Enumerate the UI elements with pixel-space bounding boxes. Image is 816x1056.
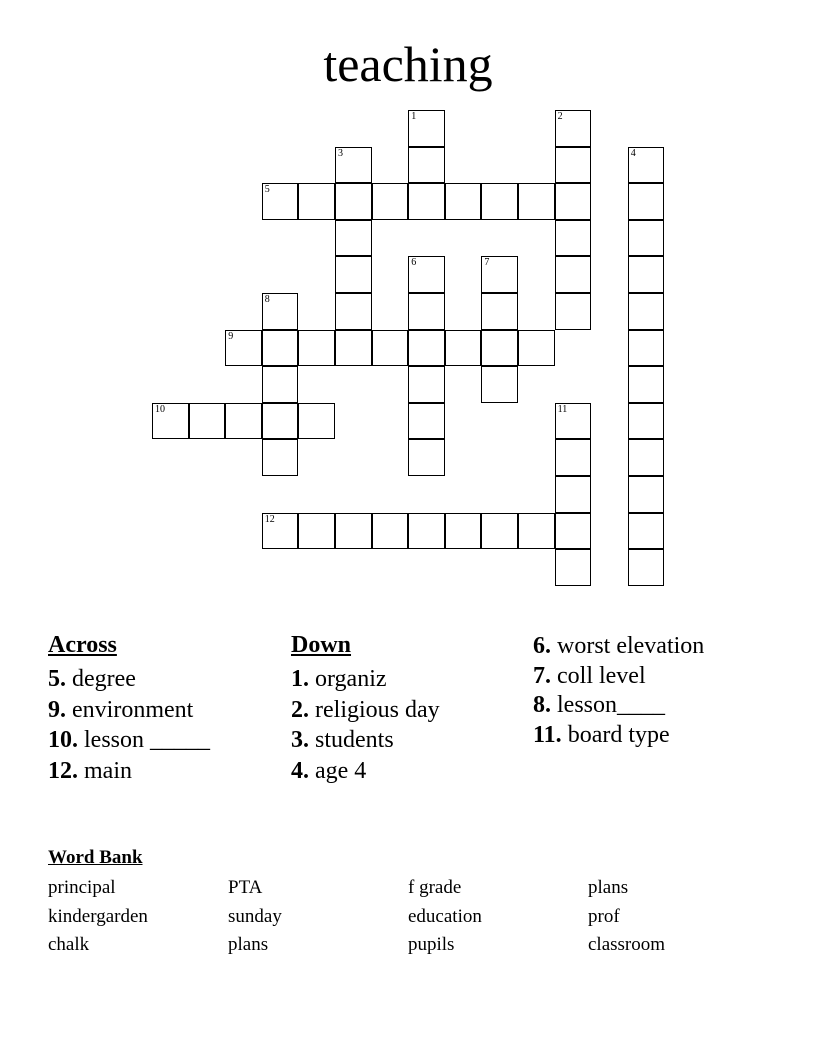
across-heading: Across bbox=[48, 632, 117, 658]
grid-cell[interactable] bbox=[408, 293, 445, 330]
clue bbox=[533, 662, 708, 692]
grid-cell[interactable] bbox=[408, 439, 445, 476]
grid-cell[interactable] bbox=[262, 403, 299, 440]
grid-cell[interactable] bbox=[555, 549, 592, 586]
clue-num: 6. bbox=[533, 633, 551, 659]
grid-cell[interactable] bbox=[372, 513, 409, 550]
grid-cell[interactable] bbox=[628, 147, 665, 184]
grid-cell[interactable] bbox=[152, 403, 189, 440]
grid-cell[interactable] bbox=[298, 183, 335, 220]
clue bbox=[48, 664, 278, 695]
clue-number: 5 bbox=[264, 184, 270, 196]
clue-num: 11. bbox=[533, 721, 562, 748]
page-title: teaching bbox=[323, 36, 493, 92]
word-bank-word: f grade bbox=[408, 877, 462, 898]
clue bbox=[48, 725, 278, 756]
clue bbox=[533, 721, 708, 751]
clue-text: worst elevation bbox=[557, 633, 705, 659]
grid-cell[interactable] bbox=[372, 330, 409, 367]
grid-cell[interactable] bbox=[262, 366, 299, 403]
grid-cell[interactable] bbox=[298, 330, 335, 367]
grid-cell[interactable] bbox=[628, 366, 665, 403]
grid-cell[interactable] bbox=[298, 403, 335, 440]
clue bbox=[291, 756, 521, 787]
grid-cell[interactable] bbox=[335, 330, 372, 367]
clue-num: 8. bbox=[533, 692, 551, 718]
grid-cell[interactable] bbox=[408, 513, 445, 550]
word-bank-word: plans bbox=[228, 934, 269, 955]
clue-number: 1 bbox=[411, 111, 417, 122]
clue-num: 12. bbox=[48, 757, 78, 784]
grid-cell[interactable] bbox=[335, 183, 372, 220]
clue bbox=[533, 632, 708, 662]
word-bank-word: sunday bbox=[228, 905, 282, 927]
word-bank-word: principal bbox=[48, 877, 116, 898]
grid-cell[interactable] bbox=[189, 403, 226, 440]
clue-number: 10 bbox=[155, 403, 165, 415]
grid-cell[interactable] bbox=[335, 220, 372, 257]
grid-cell[interactable] bbox=[225, 403, 262, 440]
word-bank-word: prof bbox=[588, 905, 620, 927]
word-bank-word: PTA bbox=[228, 877, 263, 898]
word-bank-word: classroom bbox=[588, 934, 666, 955]
down-clues-continued bbox=[533, 632, 708, 750]
grid-cell[interactable] bbox=[408, 330, 445, 367]
grid-cell[interactable] bbox=[262, 330, 299, 367]
clue-number: 9 bbox=[228, 330, 234, 342]
grid-cell[interactable] bbox=[408, 366, 445, 403]
down-clues bbox=[291, 630, 521, 786]
clue-num: 4. bbox=[291, 757, 309, 784]
grid-cell[interactable] bbox=[481, 293, 518, 330]
word-bank-word: plans bbox=[588, 877, 629, 898]
clue-list bbox=[48, 664, 278, 786]
clue-text: organiz bbox=[315, 666, 387, 692]
clue-text: coll level bbox=[557, 662, 646, 689]
clue-text: lesson _____ bbox=[84, 727, 210, 753]
grid-cell[interactable] bbox=[555, 220, 592, 257]
grid-cell[interactable] bbox=[481, 183, 518, 220]
grid-cell[interactable] bbox=[628, 513, 665, 550]
grid-cell[interactable] bbox=[408, 403, 445, 440]
grid-cell[interactable] bbox=[262, 439, 299, 476]
clue-text: environment bbox=[72, 696, 194, 723]
clue-list bbox=[291, 664, 521, 786]
grid-cell[interactable] bbox=[481, 366, 518, 403]
clue-text: age 4 bbox=[315, 757, 367, 784]
clue-text: main bbox=[84, 757, 132, 784]
grid-cell[interactable] bbox=[481, 330, 518, 367]
grid-cell[interactable] bbox=[335, 256, 372, 293]
clue-number: 4 bbox=[630, 147, 636, 159]
clue-list bbox=[533, 632, 708, 750]
grid-cell[interactable] bbox=[555, 293, 592, 330]
clue bbox=[291, 664, 521, 695]
clue-number: 2 bbox=[557, 111, 563, 122]
clue-text: degree bbox=[72, 666, 136, 692]
clue-number: 11 bbox=[557, 403, 568, 415]
word-bank-list bbox=[48, 874, 788, 960]
grid-cell[interactable] bbox=[628, 183, 665, 220]
grid-cell[interactable] bbox=[555, 256, 592, 293]
clue bbox=[48, 695, 278, 726]
grid-cell[interactable] bbox=[555, 476, 592, 513]
grid-cell[interactable] bbox=[408, 256, 445, 293]
grid-cell[interactable] bbox=[628, 220, 665, 257]
grid-cell[interactable] bbox=[335, 293, 372, 330]
clue-number: 6 bbox=[411, 257, 417, 269]
grid-cell[interactable] bbox=[628, 256, 665, 293]
clue-num: 5. bbox=[48, 666, 66, 692]
grid-cell[interactable] bbox=[408, 147, 445, 184]
grid-cell[interactable] bbox=[555, 513, 592, 550]
grid-cell[interactable] bbox=[445, 330, 482, 367]
grid-cell[interactable] bbox=[518, 513, 555, 550]
clue-num: 2. bbox=[291, 696, 309, 723]
clue-num: 7. bbox=[533, 662, 551, 689]
clue bbox=[48, 756, 278, 787]
grid-cell[interactable] bbox=[481, 513, 518, 550]
grid-cell[interactable] bbox=[262, 293, 299, 330]
grid-cell[interactable] bbox=[481, 256, 518, 293]
word-bank-word: pupils bbox=[408, 934, 455, 955]
across-clues bbox=[48, 630, 278, 786]
grid-cell[interactable] bbox=[555, 439, 592, 476]
word-bank-word: education bbox=[408, 905, 482, 927]
grid-cell[interactable] bbox=[445, 513, 482, 550]
grid-cell[interactable] bbox=[555, 183, 592, 220]
down-heading: Down bbox=[291, 632, 352, 658]
grid-cell[interactable] bbox=[628, 549, 665, 586]
grid-cell[interactable] bbox=[445, 183, 482, 220]
grid-cell[interactable] bbox=[298, 513, 335, 550]
clue bbox=[291, 695, 521, 726]
grid-cell[interactable] bbox=[408, 183, 445, 220]
clue-text: religious day bbox=[315, 696, 440, 723]
grid-cell[interactable] bbox=[555, 110, 592, 147]
clue bbox=[291, 725, 521, 756]
clue-num: 10. bbox=[48, 727, 78, 753]
word-bank-word: kindergarden bbox=[48, 905, 148, 927]
clue-num: 3. bbox=[291, 727, 309, 753]
grid-cell[interactable] bbox=[335, 147, 372, 184]
grid-cell[interactable] bbox=[628, 293, 665, 330]
clue-number: 7 bbox=[484, 257, 490, 269]
word-bank-heading: Word Bank bbox=[48, 847, 143, 868]
clue-num: 1. bbox=[291, 666, 309, 692]
clue-num: 9. bbox=[48, 696, 66, 723]
grid-cell[interactable] bbox=[262, 513, 299, 550]
grid-cell[interactable] bbox=[555, 147, 592, 184]
grid-cell[interactable] bbox=[262, 183, 299, 220]
clue-text: students bbox=[315, 727, 394, 753]
word-bank bbox=[48, 846, 788, 960]
clue-number: 3 bbox=[338, 147, 343, 159]
grid-cell[interactable] bbox=[372, 183, 409, 220]
grid-cell[interactable] bbox=[628, 330, 665, 367]
grid-cell[interactable] bbox=[518, 330, 555, 367]
grid-cell[interactable] bbox=[225, 330, 262, 367]
clue-text: board type bbox=[567, 721, 670, 748]
grid-cell[interactable] bbox=[628, 476, 665, 513]
grid-cell[interactable] bbox=[628, 439, 665, 476]
clue bbox=[533, 691, 708, 721]
clue-number: 8 bbox=[264, 294, 270, 305]
grid-cell[interactable] bbox=[518, 183, 555, 220]
clue-number: 12 bbox=[264, 513, 275, 525]
clue-text: lesson____ bbox=[557, 692, 665, 718]
grid-cell[interactable] bbox=[335, 513, 372, 550]
grid-cell[interactable] bbox=[628, 403, 665, 440]
grid-cell[interactable] bbox=[555, 403, 592, 440]
word-bank-word: chalk bbox=[48, 934, 90, 955]
grid-cell[interactable] bbox=[408, 110, 445, 147]
